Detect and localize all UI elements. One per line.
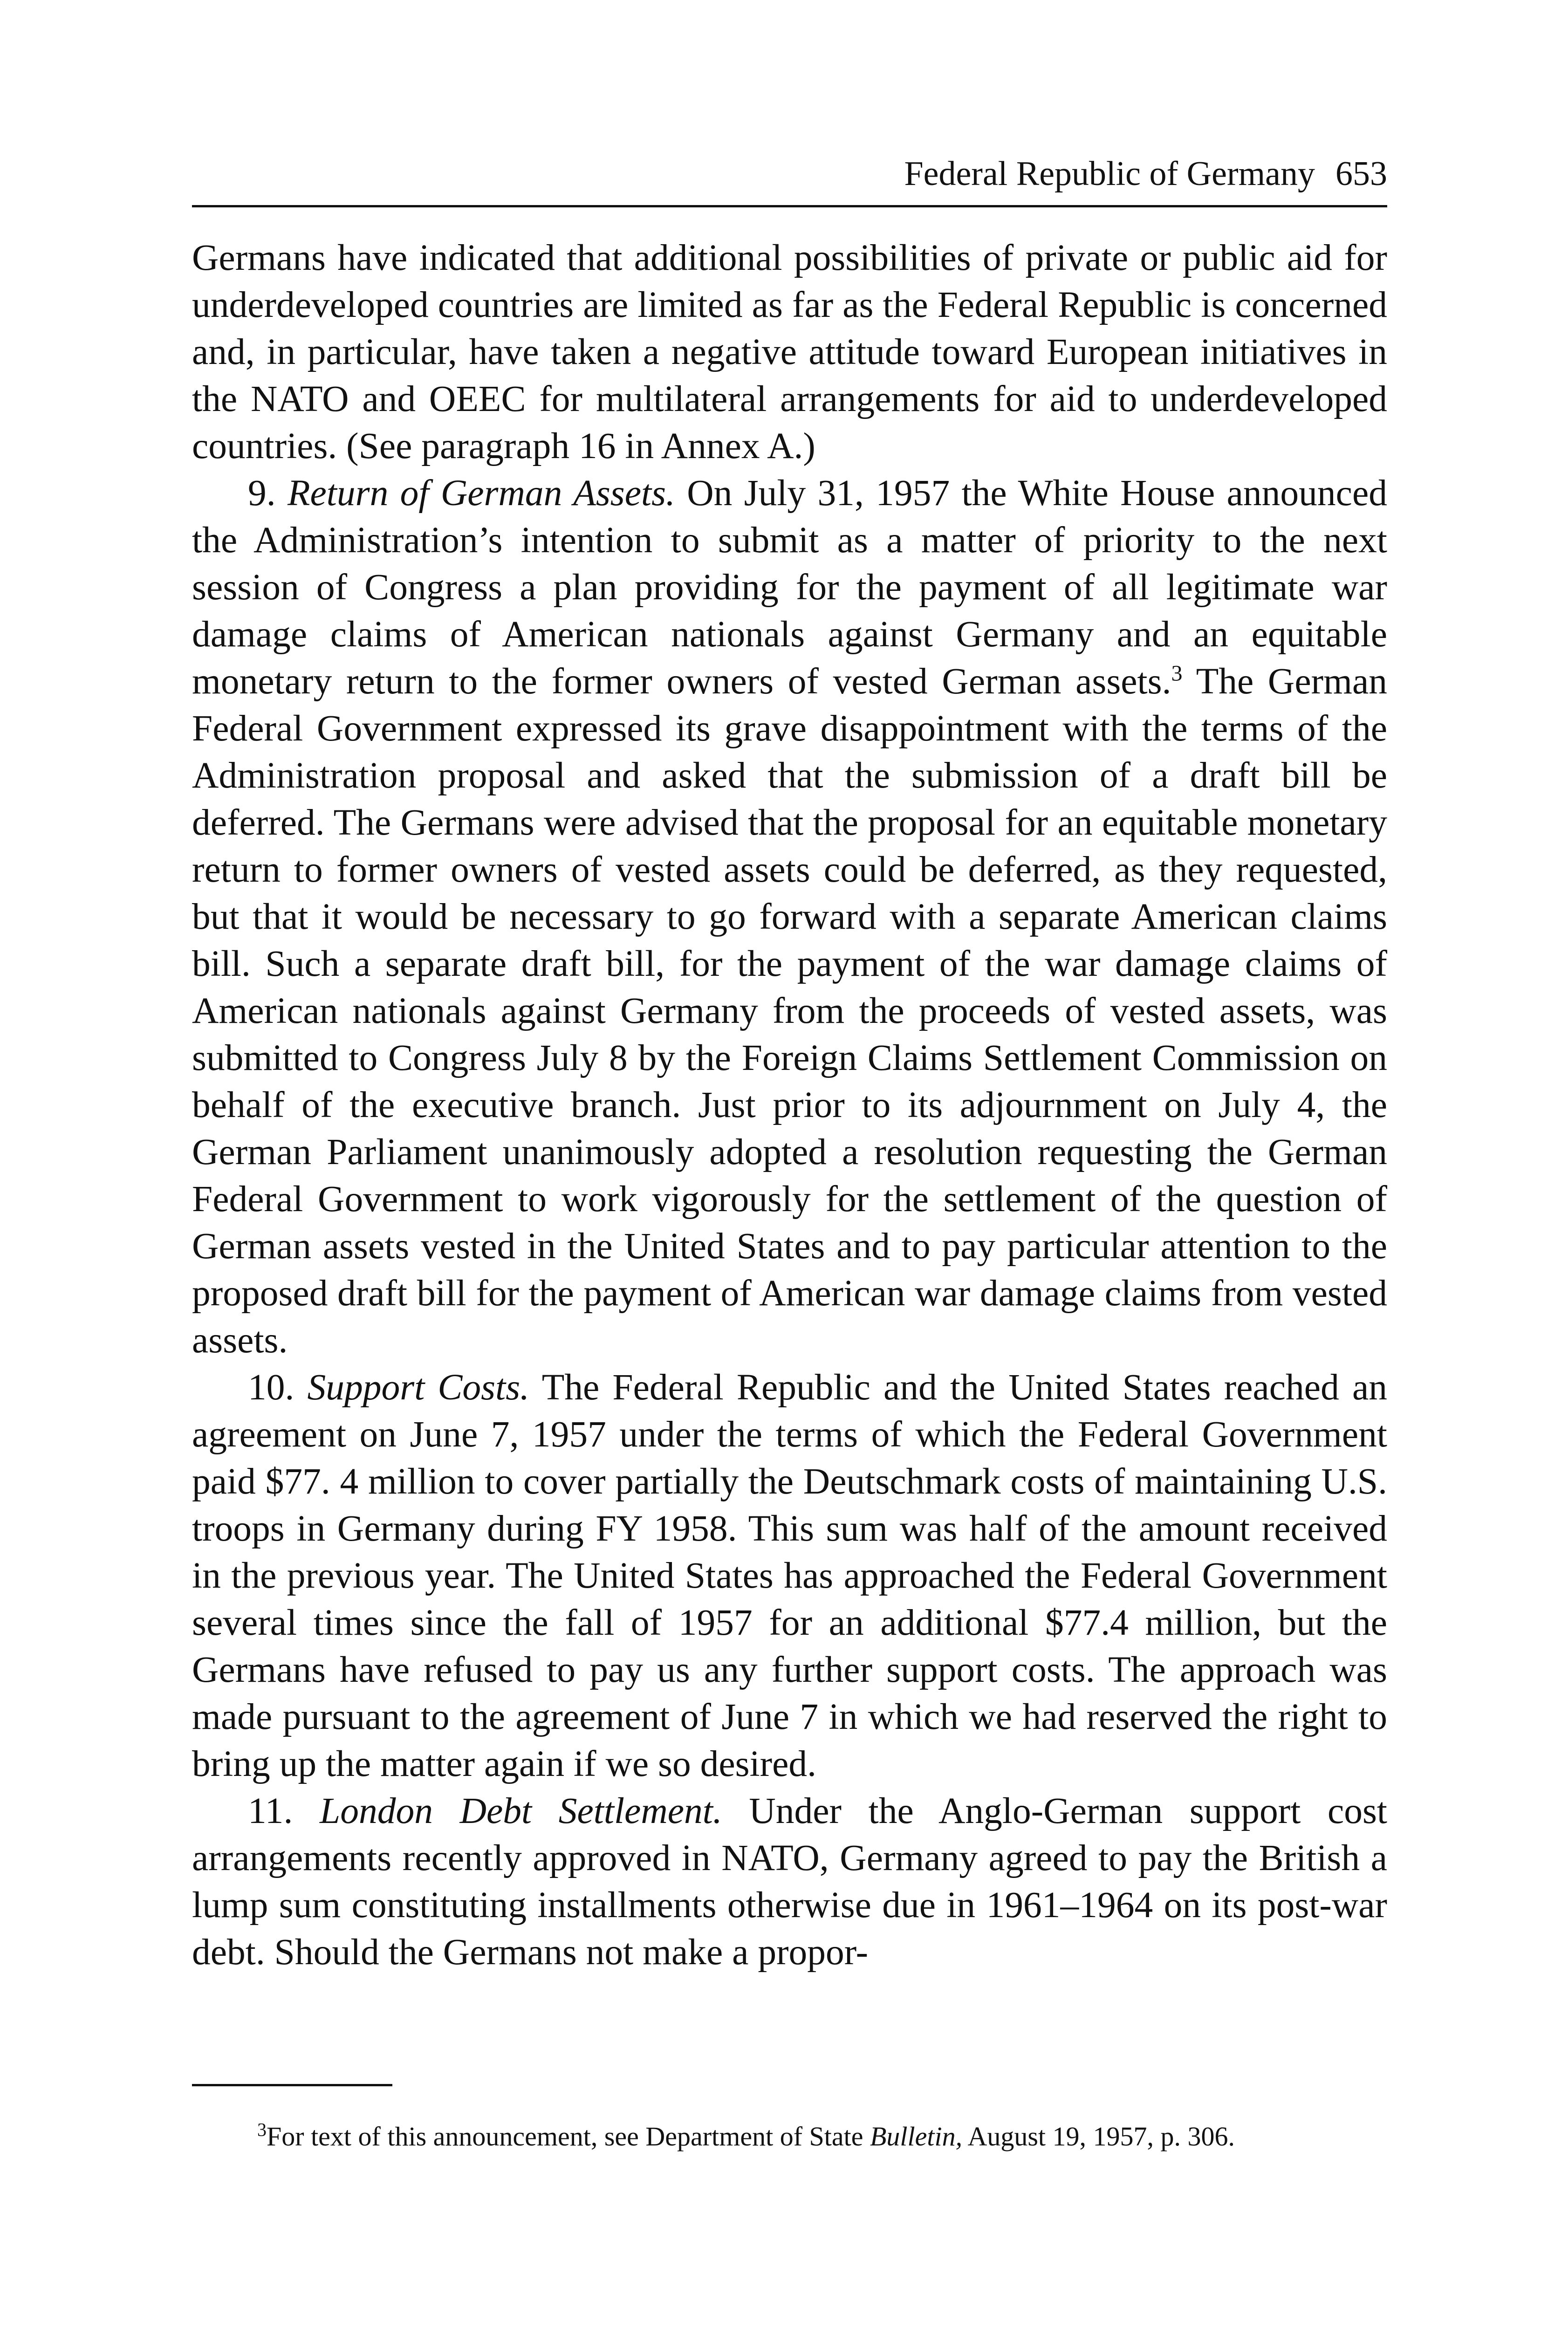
section-10-text: The Federal Republic and the United States reached an agreement on June 7, 1957 under the terms of which the Federal Government paid $77. 4 million to cover partially the Deutschmark costs of maintaining U.S. troops in Germany during FY 1958. This sum was half of the amount received in the previous year. The United States has approached the Federal Government several times since the fall of 1957 for an additional $77.4 million, but the Germans have refused to pay us any further support costs. The approach was made pursuant to the agreement of June 7 in which we had reserved the right to bring up the matter again if we so desired. <box>192 1367 1387 1784</box>
section-9-text-part-1: On July 31, 1957 the White House announced the Administration’s intention to submit as a matter of priority to the next session of Congress a plan providing for the payment of all legitimate war damage claims of American nationals against Germany and an equitable monetary return to the former owners of vested German assets. <box>192 473 1387 702</box>
running-head <box>192 148 1387 199</box>
footnote <box>192 2115 1387 2158</box>
body-text <box>192 234 1387 1976</box>
footnote-text-after: August 19, 1957, p. 306. <box>967 2121 1235 2152</box>
paragraph-continuation: Germans have indicated that additional possibilities of private or public aid for underdeveloped countries are limited as far as the Federal Republic is concerned and, in particular, have taken a negative attitude toward European initiatives in the NATO and OEEC for multilateral arrangements for aid to underdeveloped countries. (See paragraph 16 in Annex A.) <box>192 237 1387 466</box>
paragraph-section-10 <box>192 1364 1387 1788</box>
section-10-title: Support Costs. <box>307 1367 530 1408</box>
footnote-text-before: For text of this announcement, see Department of State <box>267 2121 863 2152</box>
paragraph-section-11 <box>192 1788 1387 1976</box>
footnote-marker: 3 <box>257 2119 267 2140</box>
document-page <box>192 148 1387 2185</box>
footnote-publication: Bulletin, <box>870 2121 963 2152</box>
running-title: Federal Republic of Germany <box>904 155 1315 193</box>
paragraph-section-9 <box>192 470 1387 1364</box>
footnote-rule <box>192 2084 392 2086</box>
section-11-title: London Debt Settlement. <box>320 1790 722 1831</box>
section-11-number: 11. <box>248 1790 293 1831</box>
section-10-number: 10. <box>248 1367 294 1408</box>
section-9-title: Return of German Assets. <box>287 473 675 514</box>
section-11-text: Under the Anglo-German support cost arrangements recently approved in NATO, Germany agreed to pay the British a lump sum constituting installments otherwise due in 1961–1964 on its post-war debt. Should the Germans not make a propor- <box>192 1790 1388 1973</box>
footnote-reference: 3 <box>1171 661 1183 686</box>
header-rule <box>192 205 1387 207</box>
section-9-text-part-2: The German Federal Government expressed its grave disappointment with the terms of the Administration proposal and asked that the submission of a draft bill be deferred. The Germans were advised that the proposal for an equitable monetary return to former owners of vested assets could be deferred, as they requested, but that it would be necessary to go forward with a separate American claims bill. Such a separate draft bill, for the payment of the war damage claims of American nationals against Germany from the proceeds of vested assets, was submitted to Congress July 8 by the Foreign Claims Settlement Commission on behalf of the executive branch. Just prior to its adjournment on July 4, the German Parliament unanimously adopted a resolution requesting the German Federal Government to work vigorously for the settlement of the question of German assets vested in the United States and to pay particular attention to the proposed draft bill for the payment of American war damage claims from vested assets. <box>192 661 1387 1361</box>
page-number: 653 <box>1335 155 1387 193</box>
section-9-number: 9. <box>248 473 276 514</box>
